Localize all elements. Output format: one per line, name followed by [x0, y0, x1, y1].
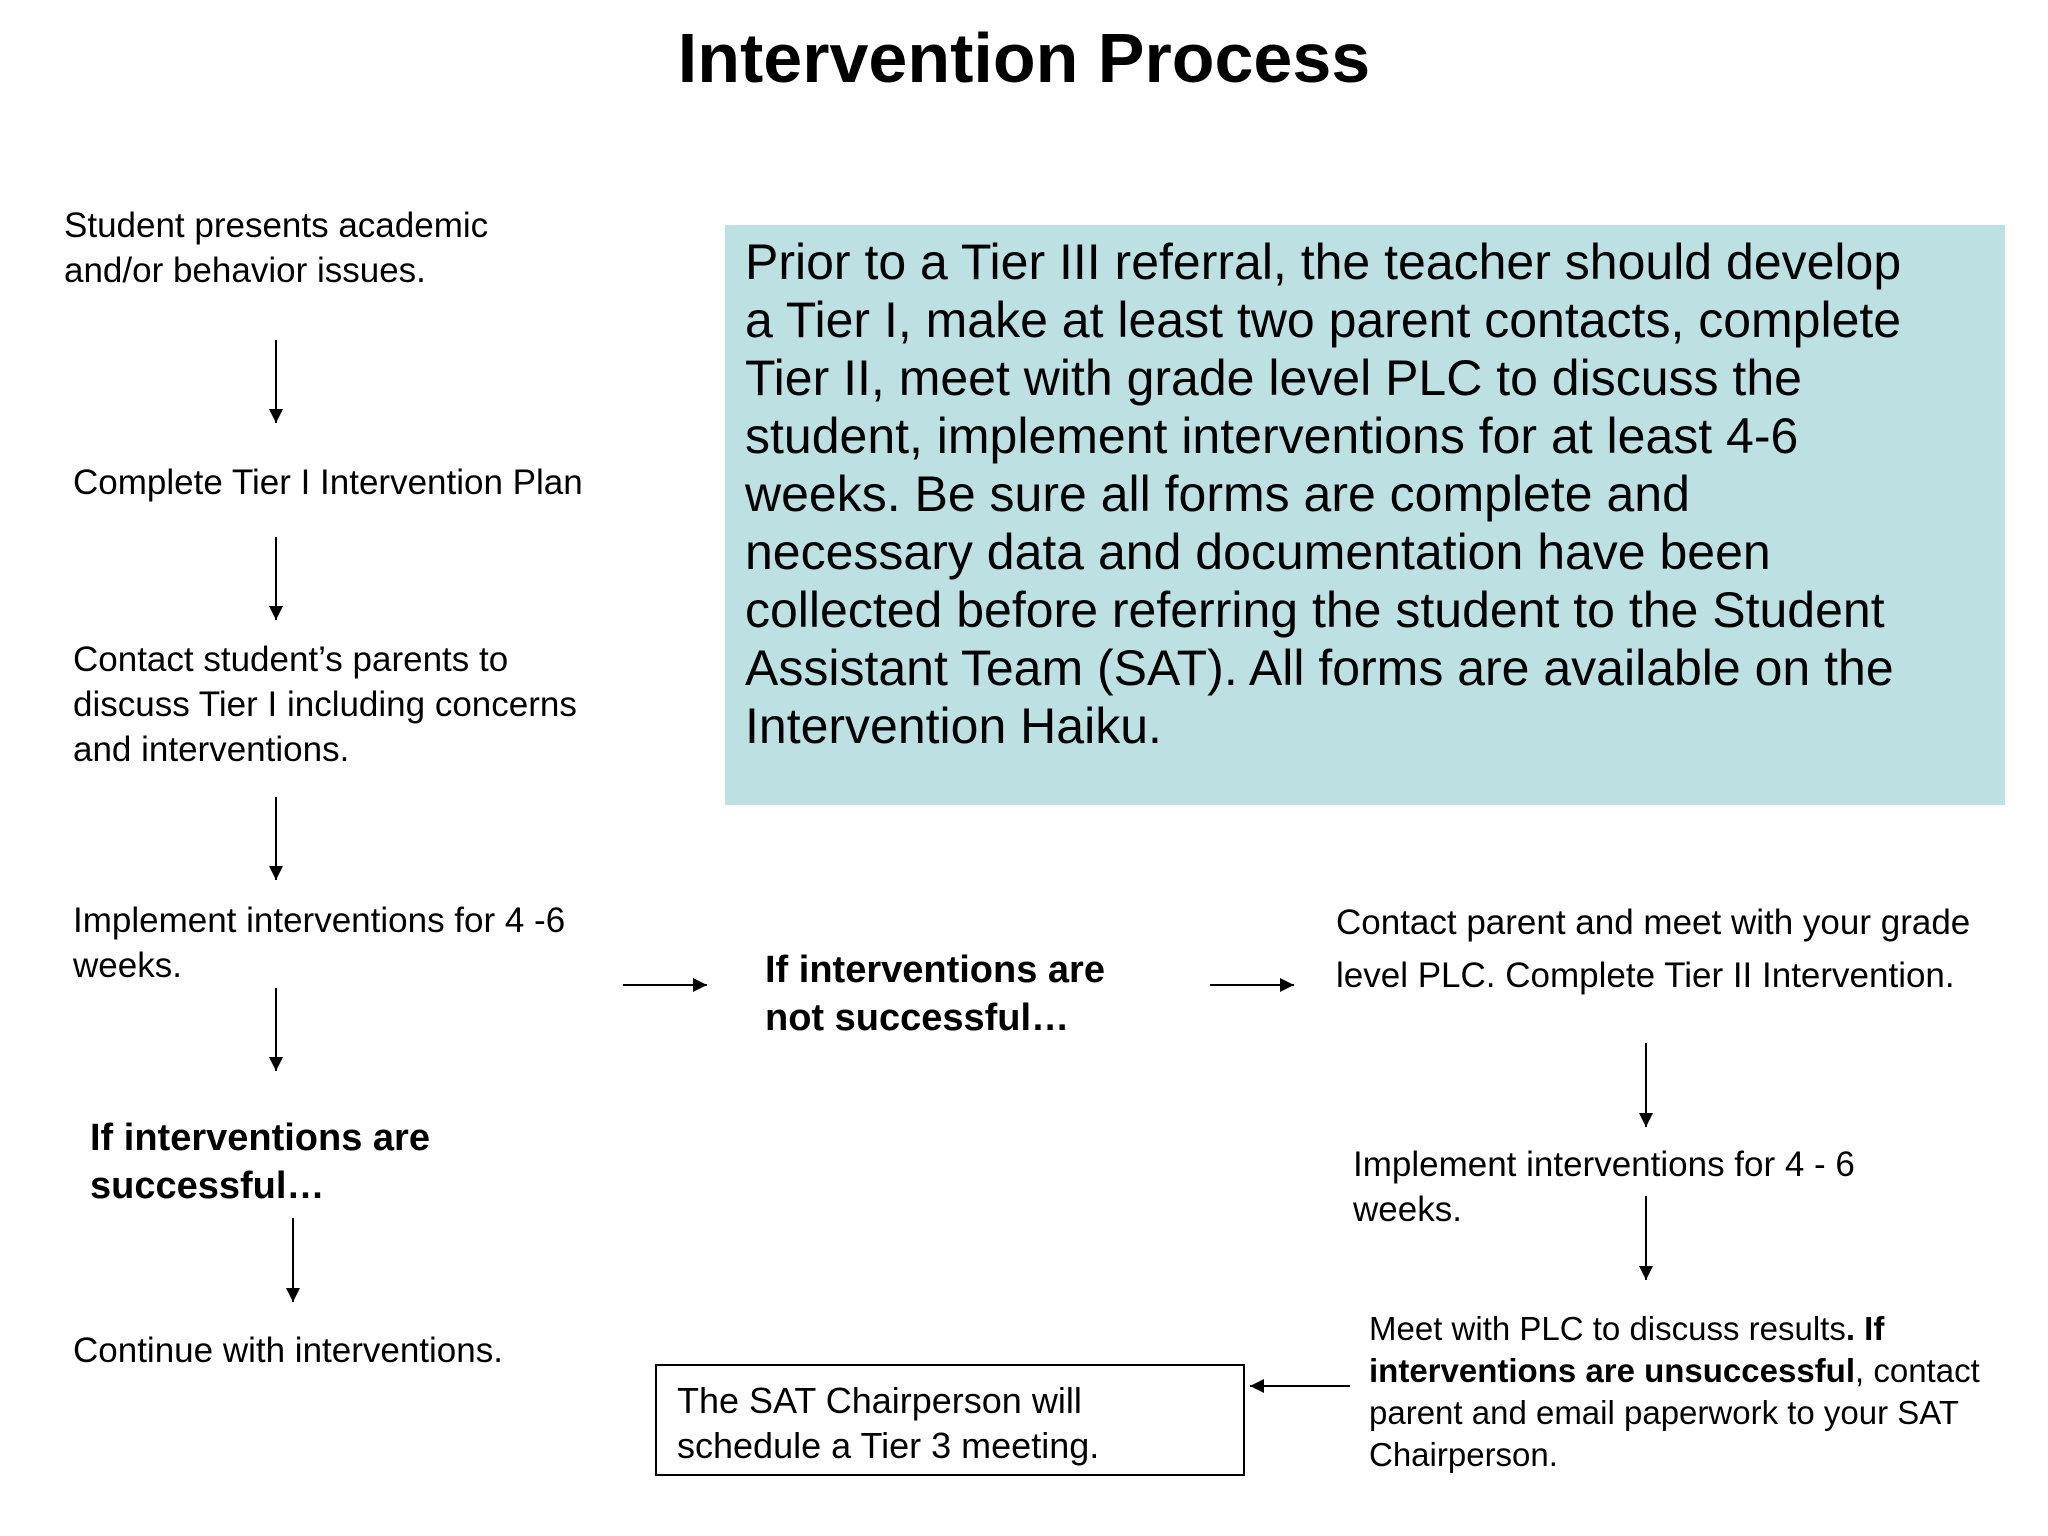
step-text-line: Contact student’s parents to	[73, 640, 509, 679]
step-text-line: discuss Tier I including concerns	[73, 685, 577, 724]
unsuccessful-text: interventions are unsuccessful	[1369, 1352, 1855, 1389]
step-text-line: Implement interventions for 4 - 6	[1353, 1145, 1855, 1184]
step-text-line: If interventions are	[765, 949, 1105, 991]
step-text-line: and interventions.	[73, 730, 350, 769]
step-text-line: The SAT Chairperson will	[677, 1380, 1082, 1421]
note-text: Prior to a Tier III referral, the teacher should develop a Tier I, make at least two parent contacts, complete Tier II, meet with grade level PLC to discuss the student, implement interventions for at least 4-6 weeks. Be sure all forms are complete and necessary data and documentation have been collected before referring the student to the Student Assistant Team (SAT). All forms are available on the Intervention Haiku.	[745, 234, 1902, 754]
contact-text: , contact	[1855, 1352, 1980, 1389]
step-text-line: and/or behavior issues.	[64, 251, 426, 290]
step-text-line: not successful…	[765, 997, 1070, 1039]
step-text-line: weeks.	[73, 946, 182, 985]
if-text: . If	[1845, 1310, 1885, 1347]
step-text-line: Continue with interventions.	[73, 1331, 503, 1370]
step-text-line: successful…	[90, 1165, 325, 1207]
page-title: Intervention Process	[677, 19, 1371, 97]
step-text-line: Contact parent and meet with your grade	[1336, 903, 1971, 942]
step-text-line: Student presents academic	[64, 206, 489, 245]
step-text-line: schedule a Tier 3 meeting.	[677, 1425, 1100, 1466]
step-text-line: If interventions are	[90, 1117, 430, 1159]
step-text-line: Chairperson.	[1369, 1436, 1558, 1473]
step-text-line: weeks.	[1353, 1190, 1462, 1229]
meet-plc-text: Meet with PLC to discuss results	[1369, 1310, 1846, 1347]
step-text-line: Implement interventions for 4 -6	[73, 901, 566, 940]
step-text-line: level PLC. Complete Tier II Intervention.	[1336, 956, 1955, 995]
step-text-line: Complete Tier I Intervention Plan	[73, 463, 583, 502]
step-text-line: parent and email paperwork to your SAT	[1369, 1394, 1960, 1431]
